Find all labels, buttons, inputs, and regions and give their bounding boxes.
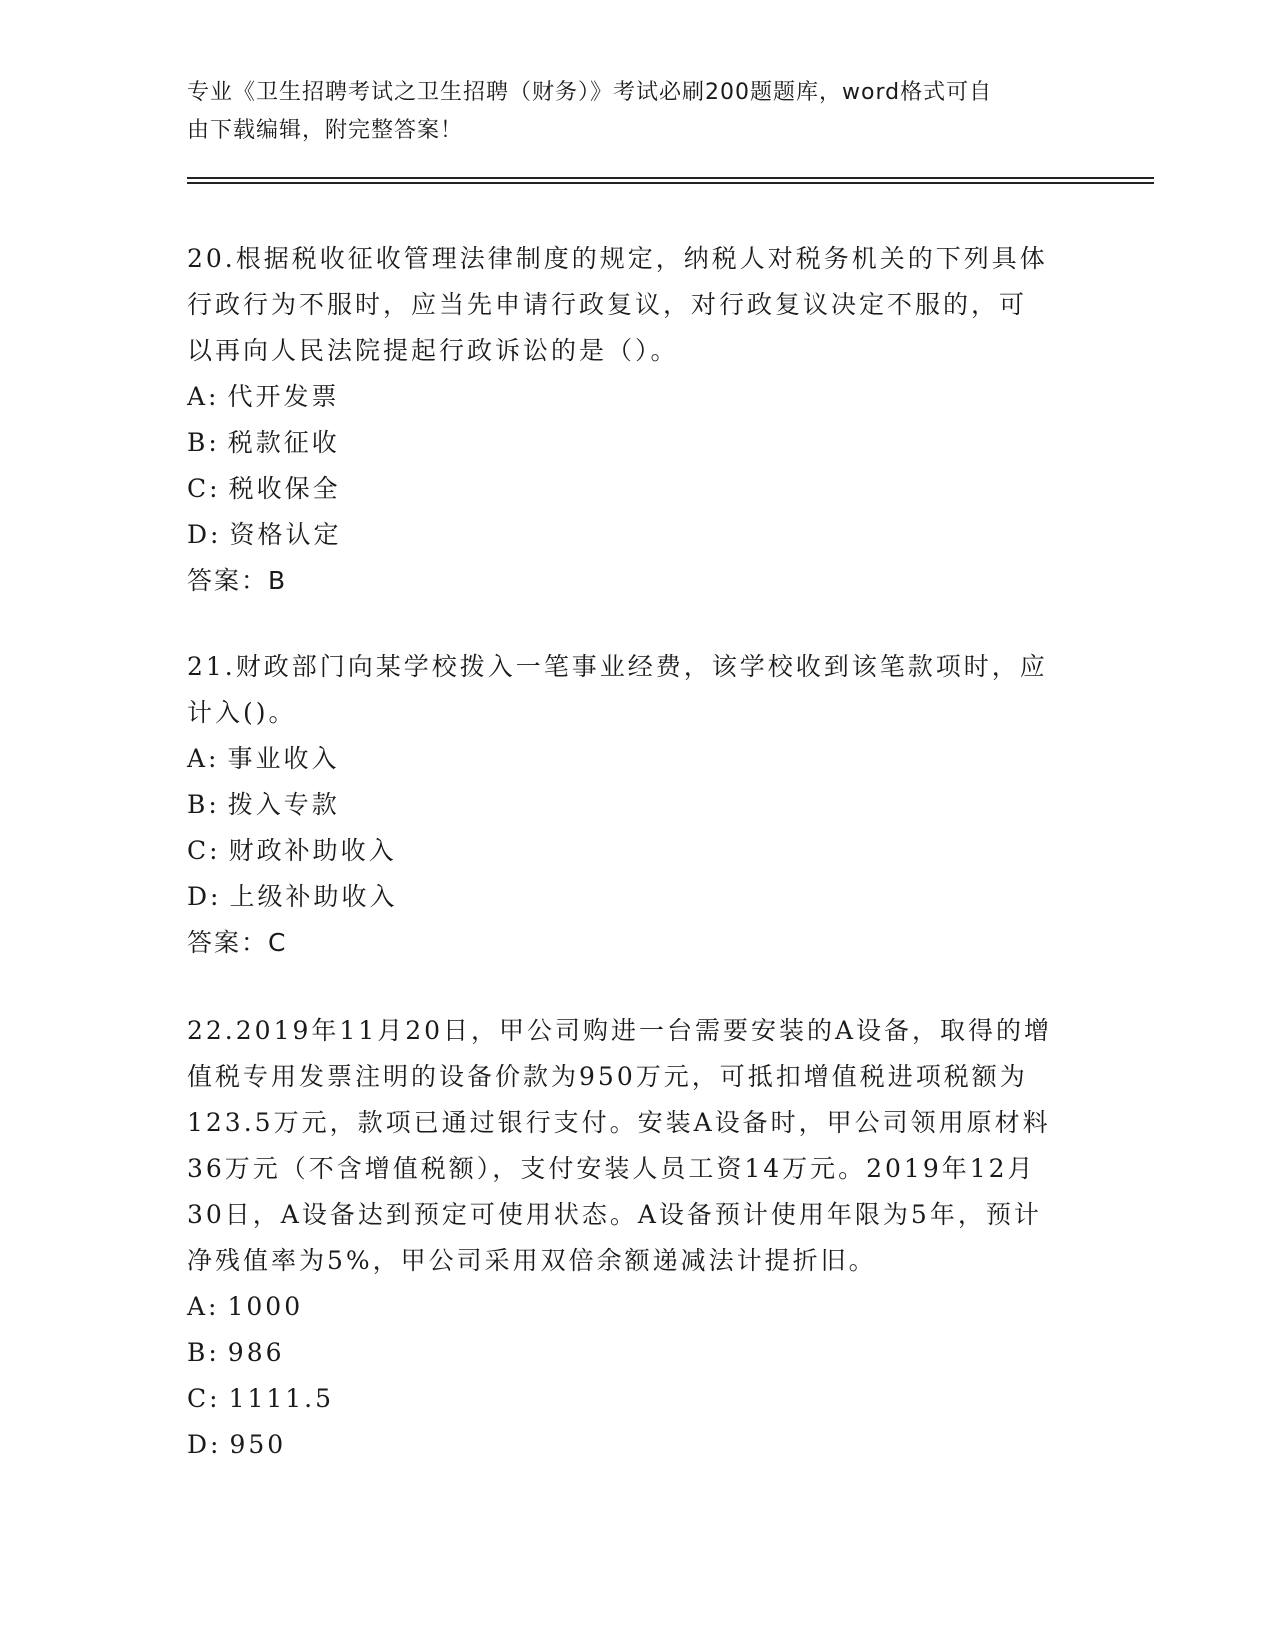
option-label: C:: [187, 1384, 221, 1413]
option-text: 税款征收: [227, 428, 340, 457]
option-text: 税收保全: [228, 474, 341, 503]
option-b: [187, 782, 1087, 828]
question-stem-line: 行政行为不服时，应当先申请行政复议，对行政复议决定不服的，可: [187, 290, 1028, 319]
header-line-1: 专业《卫生招聘考试之卫生招聘（财务）》考试必刷200题题库，word格式可自: [187, 80, 993, 105]
question-stem-line: 22.2019年11月20日，甲公司购进一台需要安装的A设备，取得的增: [187, 1016, 1053, 1045]
document-header: [187, 74, 1067, 150]
question-22: [187, 1008, 1087, 1468]
option-text: 拨入专款: [227, 790, 340, 819]
option-text: 事业收入: [227, 744, 340, 773]
option-c: [187, 828, 1087, 874]
option-text: 财政补助收入: [228, 836, 397, 865]
option-text: 1000: [227, 1292, 304, 1321]
option-label: A:: [187, 744, 220, 773]
header-divider-top: [187, 177, 1154, 179]
option-label: D:: [187, 520, 222, 549]
header-divider-bottom: [187, 182, 1154, 184]
question-20: [187, 236, 1087, 604]
option-d: [187, 874, 1087, 920]
question-stem-line: 21.财政部门向某学校拨入一笔事业经费，该学校收到该笔款项时，应: [187, 652, 1048, 681]
option-label: D:: [187, 1430, 222, 1459]
option-b: [187, 420, 1087, 466]
question-stem-line: 净残值率为5%，甲公司采用双倍余额递减法计提折旧。: [187, 1246, 877, 1275]
question-stem-line: 值税专用发票注明的设备价款为950万元，可抵扣增值税进项税额为: [187, 1062, 1028, 1091]
option-a: [187, 1284, 1087, 1330]
option-label: A:: [187, 382, 220, 411]
question-stem-line: 以再向人民法院提起行政诉讼的是（）。: [187, 336, 679, 365]
answer-text: 答案：B: [187, 566, 288, 595]
question-stem-line: 计入()。: [187, 698, 297, 727]
option-text: 1111.5: [228, 1384, 335, 1413]
option-label: D:: [187, 882, 222, 911]
option-text: 代开发票: [227, 382, 340, 411]
question-stem-line: 30日，A设备达到预定可使用状态。A设备预计使用年限为5年，预计: [187, 1200, 1042, 1229]
option-c: [187, 1376, 1087, 1422]
option-d: [187, 512, 1087, 558]
option-text: 950: [229, 1430, 287, 1459]
option-c: [187, 466, 1087, 512]
answer-text: 答案：C: [187, 928, 288, 957]
option-label: B:: [187, 428, 220, 457]
option-text: 资格认定: [229, 520, 342, 549]
option-label: C:: [187, 836, 221, 865]
option-label: A:: [187, 1292, 220, 1321]
question-stem-line: 123.5万元，款项已通过银行支付。安装A设备时，甲公司领用原材料: [187, 1108, 1051, 1137]
option-label: B:: [187, 1338, 220, 1367]
option-d: [187, 1422, 1087, 1468]
question-21: [187, 644, 1087, 966]
header-line-2: 由下载编辑，附完整答案！: [187, 118, 464, 143]
option-a: [187, 374, 1087, 420]
option-text: 986: [227, 1338, 285, 1367]
option-label: B:: [187, 790, 220, 819]
question-stem-line: 36万元（不含增值税额），支付安装人员工资14万元。2019年12月: [187, 1154, 1036, 1183]
option-a: [187, 736, 1087, 782]
question-stem-line: 20.根据税收征收管理法律制度的规定，纳税人对税务机关的下列具体: [187, 244, 1048, 273]
option-label: C:: [187, 474, 221, 503]
option-b: [187, 1330, 1087, 1376]
option-text: 上级补助收入: [229, 882, 398, 911]
